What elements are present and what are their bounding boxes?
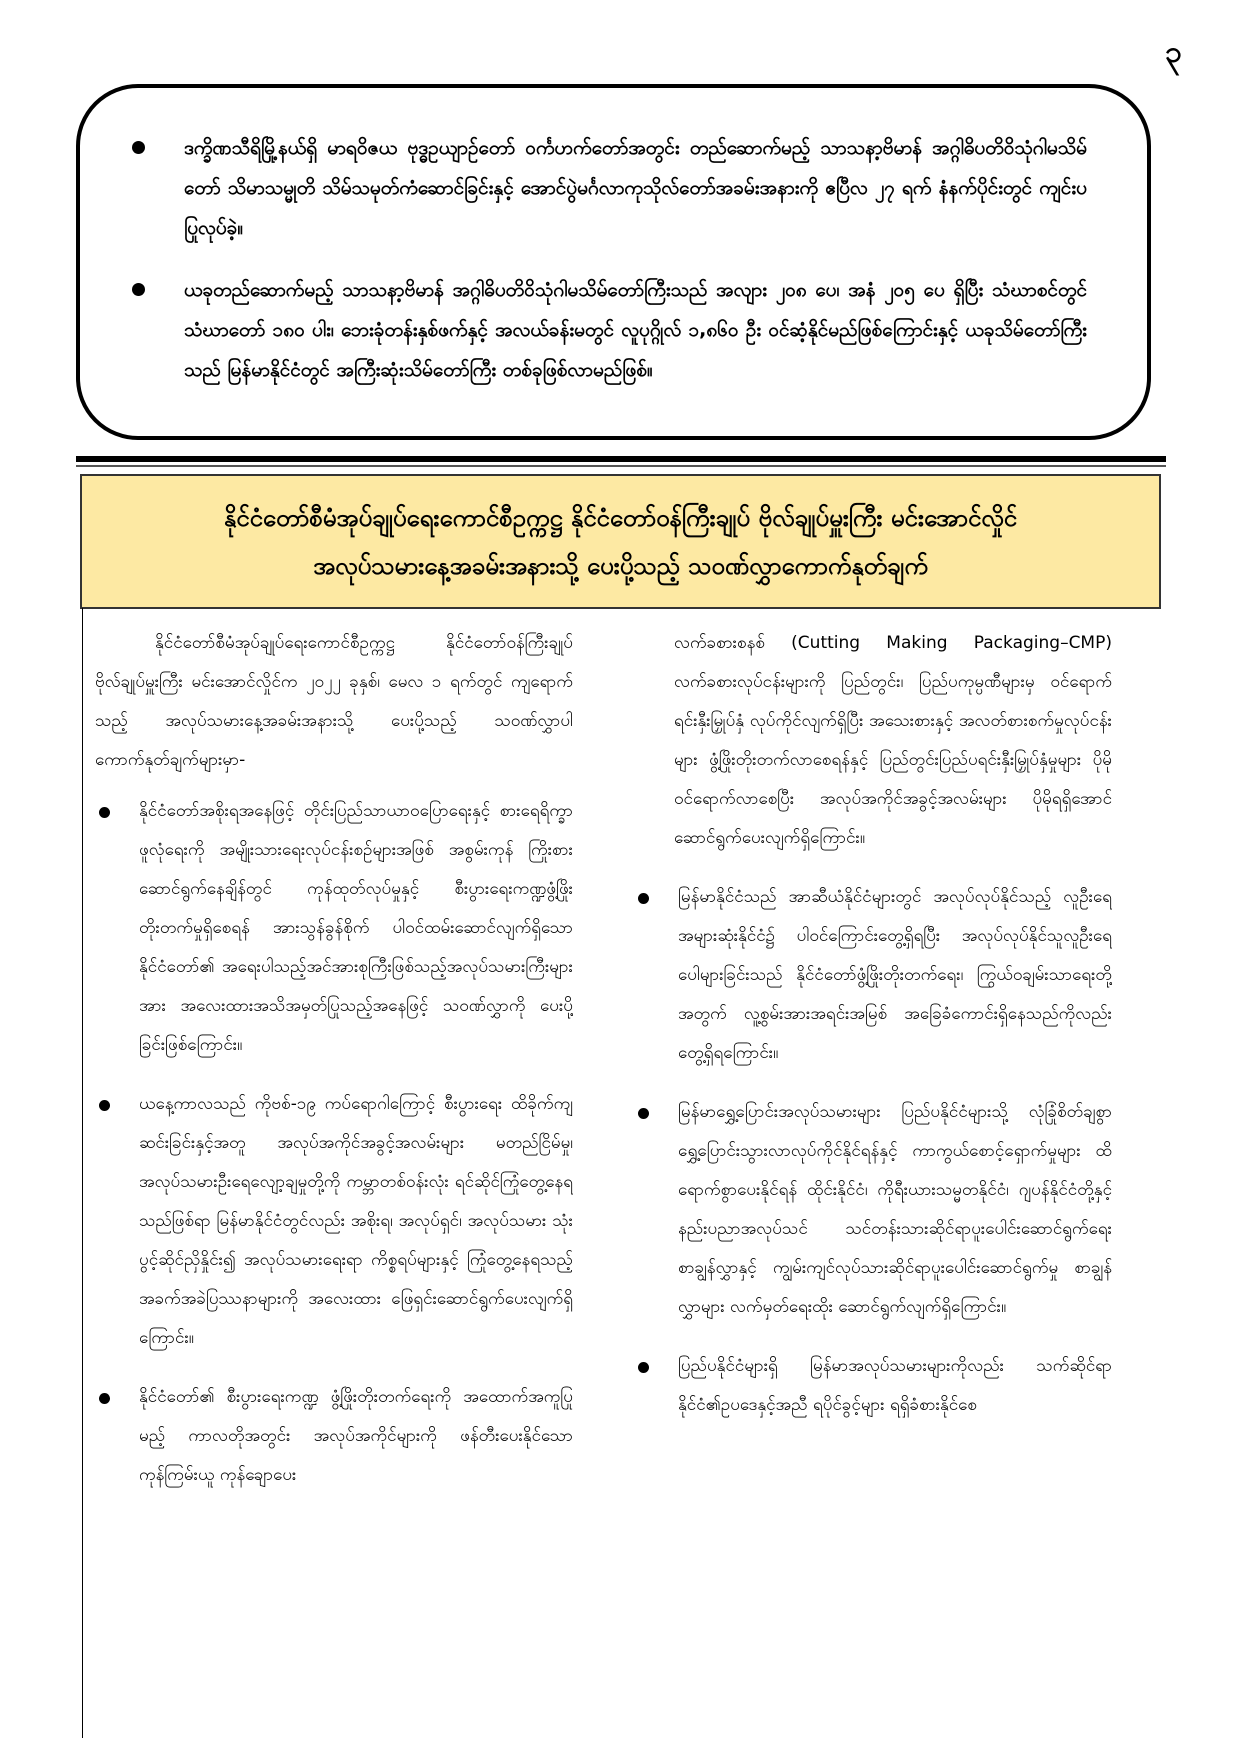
divider-thick bbox=[76, 456, 1166, 462]
left-column bbox=[82, 608, 573, 1738]
list-item bbox=[634, 878, 1112, 1073]
bullet-icon bbox=[638, 1362, 649, 1373]
list-item bbox=[95, 1378, 573, 1495]
bullet-icon bbox=[638, 1108, 649, 1119]
bullet-icon bbox=[99, 1393, 110, 1404]
list-item bbox=[634, 1347, 1112, 1425]
list-item bbox=[634, 1093, 1112, 1327]
summary-item-text: ယခုတည်ဆောက်မည့် သာသနာ့ဗိမာန် အဂ္ဂါဓိပတိဝိသုံဂါမသိမ်တော်ကြီးသည် အလျား ၂၀၈ ပေ၊ အနံ ၂၀၅ ပေ ရှိပြီး သံဃာစင်တွင် သံဃာတော် ၁၈၀ ပါး၊ ဘေးခုံတန်းနှစ်ဖက်နှင့် အလယ်ခန်းမတွင် လူပုဂ္ဂိုလ် ၁,၈၆၀ ဦး ဝင်ဆံ့နိုင်မည်ဖြစ်ကြောင်းနှင့် ယခုသိမ်တော်ကြီးသည် မြန်မာနိုင်ငံတွင် အကြီးဆုံးသိမ်တော်ကြီး တစ်ခုဖြစ်လာမည်ဖြစ်။ bbox=[184, 279, 1087, 381]
page-number: ၃ bbox=[1165, 35, 1182, 70]
bullet-icon bbox=[99, 1100, 110, 1111]
summary-item-text: ဒက္ခိဏသီရိမြို့နယ်ရှိ မာရဝိဇယ ဗုဒ္ဓဥယျာဉ်တော် ဝင်္ကဟက်တော်အတွင်း တည်ဆောက်မည့် သာသနာ့ဗိမာန် အဂ္ဂါဓိပတိဝိသုံဂါမသိမ်တော် သိမာသမ္မုတိ သိမ်သမုတ်ကံဆောင်ခြင်းနှင့် အောင်ပွဲမင်္ဂလာကုသိုလ်တော်အခမ်းအနားကို ဧပြီလ ၂၇ ရက် နံနက်ပိုင်းတွင် ကျင်းပပြုလုပ်ခဲ့။ bbox=[184, 137, 1087, 239]
list-item-text: ပြည်ပနိုင်ငံများရှိ မြန်မာအလုပ်သမားများကိုလည်း သက်ဆိုင်ရာနိုင်ငံ၏ဥပဒေနှင့်အညီ ရပိုင်ခွင့်များ ရရှိခံစားနိုင်စေ bbox=[678, 1356, 1112, 1415]
summary-item bbox=[132, 128, 1087, 248]
summary-item bbox=[132, 270, 1087, 390]
right-column bbox=[634, 608, 1112, 1738]
article-title-banner bbox=[80, 474, 1161, 609]
bullet-icon bbox=[132, 283, 145, 296]
bullet-icon bbox=[638, 893, 649, 904]
list-item bbox=[95, 792, 573, 1065]
bullet-icon bbox=[99, 807, 110, 818]
list-item-text: မြန်မာနိုင်ငံသည် အာဆီယံနိုင်ငံများတွင် အလုပ်လုပ်နိုင်သည့် လူဦးရေအများဆုံးနိုင်ငံ၌ ပါဝင်ကြောင်းတွေ့ရှိရပြီး အလုပ်လုပ်နိုင်သူလူဦးရေ ပေါများခြင်းသည် နိုင်ငံတော်ဖွံ့ဖြိုးတိုးတက်ရေး၊ ကြွယ်ဝချမ်းသာရေးတို့အတွက် လူ့စွမ်းအားအရင်းအမြစ် အခြေခံကောင်းရှိနေသည်ကိုလည်း တွေ့ရှိရကြောင်း။ bbox=[678, 887, 1112, 1063]
intro-paragraph: နိုင်ငံတော်စီမံအုပ်ချုပ်ရေးကောင်စီဥက္ကဋ္ဌ နိုင်ငံတော်ဝန်ကြီးချုပ် ဗိုလ်ချုပ်မှူးကြီး မင်းအောင်လှိုင်က ၂၀၂၂ ခုနှစ်၊ မေလ ၁ ရက်တွင် ကျရောက်သည့် အလုပ်သမားနေ့အခမ်းအနားသို့ ပေးပို့သည့် သဝဏ်လွှာပါကောက်နုတ်ချက်များမှာ- bbox=[95, 633, 573, 770]
divider-thin bbox=[76, 465, 1166, 467]
article-title-line-1: နိုင်ငံတော်စီမံအုပ်ချုပ်ရေးကောင်စီဥက္ကဋ္ဌ နိုင်ငံတော်ဝန်ကြီးချုပ် ဗိုလ်ချုပ်မှူးကြီး မင်းအောင်လှိုင် bbox=[223, 503, 1018, 532]
list-item-text: နိုင်ငံတော်၏ စီးပွားရေးကဏ္ဍ ဖွံ့ဖြိုးတိုးတက်ရေးကို အထောက်အကူပြုမည့် ကာလတိုအတွင်း အလုပ်အကိုင်များကို ဖန်တီးပေးနိုင်သော ကုန်ကြမ်းယူ ကုန်ချောပေး bbox=[139, 1387, 573, 1485]
summary-list bbox=[132, 128, 1087, 390]
list-item-text: ယနေ့ကာလသည် ကိုဗစ်-၁၉ ကပ်ရောဂါကြောင့် စီးပွားရေး ထိခိုက်ကျဆင်းခြင်းနှင့်အတူ အလုပ်အကိုင်အခွင့်အလမ်းများ မတည်ငြိမ်မှု၊ အလုပ်သမားဦးရေလျော့ချမှုတို့ကို ကမ္ဘာတစ်ဝန်းလုံး ရင်ဆိုင်ကြုံတွေ့နေရသည်ဖြစ်ရာ မြန်မာနိုင်ငံတွင်လည်း အစိုးရ၊ အလုပ်ရှင်၊ အလုပ်သမား သုံးပွင့်ဆိုင်ညှိနှိုင်း၍ အလုပ်သမားရေးရာ ကိစ္စရပ်များနှင့် ကြုံတွေ့နေရသည့် အခက်အခဲပြဿနာများကို အလေးထား ဖြေရှင်းဆောင်ရွက်ပေးလျက်ရှိကြောင်း။ bbox=[139, 1094, 573, 1348]
list-item bbox=[95, 1085, 573, 1358]
list-item-text: မြန်မာရွှေ့ပြောင်းအလုပ်သမားများ ပြည်ပနိုင်ငံများသို့ လုံခြုံစိတ်ချစွာ ရွှေ့ပြောင်းသွားလာလုပ်ကိုင်နိုင်ရန်နှင့် ကာကွယ်စောင့်ရှောက်မှုများ ထိရောက်စွာပေးနိုင်ရန် ထိုင်းနိုင်ငံ၊ ကိုရီးယားသမ္မတနိုင်ငံ၊ ဂျပန်နိုင်ငံတို့နှင့် နည်းပညာအလုပ်သင် သင်တန်းသားဆိုင်ရာပူးပေါင်းဆောင်ရွက်ရေး စာချွန်လွှာနှင့် ကျွမ်းကျင်လုပ်သားဆိုင်ရာပူးပေါင်းဆောင်ရွက်မှု စာချွန်လွှာများ လက်မှတ်ရေးထိုး ဆောင်ရွက်လျက်ရှိကြောင်း။ bbox=[678, 1102, 1112, 1317]
list-item-text: နိုင်ငံတော်အစိုးရအနေဖြင့် တိုင်းပြည်သာယာဝပြောရေးနှင့် စားရေရိက္ခာဖူလုံရေးကို အမျိုးသားရေးလုပ်ငန်းစဉ်များအဖြစ် အစွမ်းကုန် ကြိုးစားဆောင်ရွက်နေချိန်တွင် ကုန်ထုတ်လုပ်မှုနှင့် စီးပွားရေးကဏ္ဍဖွံ့ဖြိုးတိုးတက်မှုရှိစေရန် အားသွန်ခွန်စိုက် ပါဝင်ထမ်းဆောင်လျက်ရှိသော နိုင်ငံတော်၏ အရေးပါသည့်အင်အားစုကြီးဖြစ်သည့်အလုပ်သမားကြီးများအား အလေးထားအသိအမှတ်ပြုသည့်အနေဖြင့် သဝဏ်လွှာကို ပေးပို့ခြင်းဖြစ်ကြောင်း။ bbox=[139, 801, 573, 1055]
article-title-line-2: အလုပ်သမားနေ့အခမ်းအနားသို့ ပေးပို့သည့် သဝဏ်လွှာကောက်နုတ်ချက် bbox=[313, 551, 928, 580]
bullet-icon bbox=[132, 141, 145, 154]
summary-box bbox=[76, 84, 1151, 440]
continuation-paragraph: လက်ခစားစနစ် (Cutting Making Packaging–CMP) လက်ခစားလုပ်ငန်းများကို ပြည်တွင်း၊ ပြည်ပကုမ္ပဏီများမှ ဝင်ရောက်ရင်းနှီးမြှုပ်နှံ လုပ်ကိုင်လျက်ရှိပြီး အသေးစားနှင့် အလတ်စားစက်မှုလုပ်ငန်းများ ဖွံ့ဖြိုးတိုးတက်လာစေရန်နှင့် ပြည်တွင်းပြည်ပရင်းနှီးမြှုပ်နှံမှုများ ပိုမိုဝင်ရောက်လာစေပြီး အလုပ်အကိုင်အခွင့်အလမ်းများ ပိုမိုရရှိအောင် ဆောင်ရွက်ပေးလျက်ရှိကြောင်း။ bbox=[674, 633, 1112, 848]
